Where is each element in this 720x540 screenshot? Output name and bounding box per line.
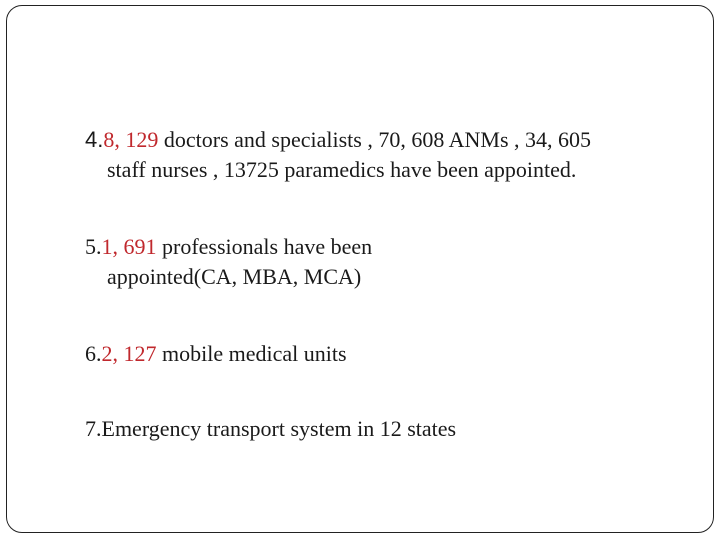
- item-text: Emergency transport system in 12 states: [101, 416, 457, 441]
- item-text: doctors and specialists , 70, 608 ANMs , 34, 605: [158, 127, 592, 152]
- item-number: 7.: [85, 416, 102, 441]
- highlight-value: 2, 127: [101, 341, 157, 366]
- item-text: mobile medical units: [156, 341, 347, 366]
- item-number: 5.: [85, 234, 102, 259]
- item-number: 4.: [85, 127, 104, 152]
- list-item: [85, 232, 372, 292]
- slide-frame: [6, 5, 714, 533]
- highlight-value: 1, 691: [101, 234, 157, 259]
- highlight-value: 8, 129: [103, 127, 159, 152]
- item-text: professionals have been: [156, 234, 373, 259]
- list-item: [85, 125, 591, 185]
- item-number: 6.: [85, 341, 102, 366]
- list-item: [85, 414, 456, 444]
- item-text-continued: staff nurses , 13725 paramedics have been appointed.: [107, 157, 577, 182]
- list-item: [85, 339, 347, 369]
- item-text-continued: appointed(CA, MBA, MCA): [107, 264, 362, 289]
